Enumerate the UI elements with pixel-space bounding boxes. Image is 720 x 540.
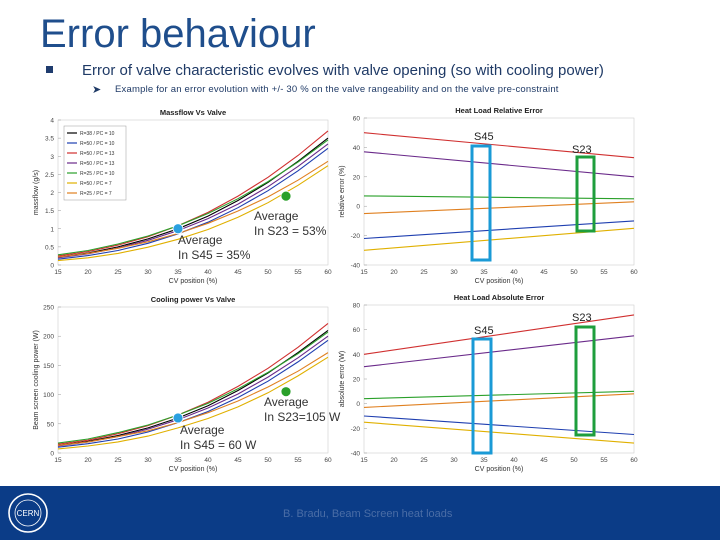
y-tick-label: 0 (50, 450, 54, 458)
x-tick-label: 35 (174, 457, 182, 464)
x-tick-label: 20 (390, 457, 398, 464)
x-tick-label: 55 (600, 457, 608, 464)
y-axis-label: massflow (g/s) (33, 169, 40, 216)
legend-entry: R=50 / PC = 13 (80, 151, 115, 157)
x-tick-label: 25 (114, 457, 122, 464)
legend-entry: R=25 / PC = 10 (80, 171, 115, 177)
x-tick-label: 40 (204, 457, 212, 464)
x-tick-label: 25 (114, 269, 122, 276)
y-tick-label: -20 (350, 233, 360, 241)
y-tick-label: 2 (50, 190, 54, 197)
y-tick-label: 1 (50, 226, 54, 234)
chart-title: Heat Load Absolute Error (453, 293, 545, 302)
y-tick-label: 0 (50, 262, 54, 270)
y-axis-label: absolute error (W) (339, 350, 346, 408)
y-tick-label: 40 (352, 351, 360, 359)
x-tick-label: 55 (600, 269, 608, 276)
y-tick-label: 60 (352, 115, 360, 123)
avg-s23-top-line2: In S23 = 53% (254, 224, 327, 238)
x-tick-label: 30 (144, 269, 152, 276)
x-tick-label: 60 (630, 269, 638, 276)
x-tick-label: 15 (54, 269, 62, 276)
x-tick-label: 15 (360, 269, 368, 276)
bullet-text-main: Error of valve characteristic evolves with valve opening (so with cooling power) (82, 62, 604, 79)
chart-title: Heat Load Relative Error (455, 106, 543, 115)
legend-entry: R=25 / PC = 7 (80, 191, 112, 197)
x-tick-label: 50 (264, 269, 272, 276)
avg-s23-bot-line1: Average (264, 395, 309, 409)
x-tick-label: 40 (204, 269, 212, 276)
y-axis-label: relative error (%) (339, 165, 346, 218)
y-tick-label: 100 (43, 392, 54, 400)
x-tick-label: 50 (264, 457, 272, 464)
s23-label-top: S23 (572, 144, 592, 156)
x-tick-label: 25 (420, 269, 428, 276)
y-tick-label: -20 (350, 425, 360, 433)
x-tick-label: 60 (324, 457, 332, 464)
x-tick-label: 50 (570, 269, 578, 276)
y-tick-label: 200 (43, 333, 54, 341)
s45-label-bottom: S45 (474, 325, 494, 337)
legend-entry: R=50 / PC = 7 (80, 181, 112, 187)
x-tick-label: 60 (630, 457, 638, 464)
y-tick-label: 3.5 (44, 135, 54, 143)
legend-entry: R=38 / PC = 10 (80, 131, 115, 137)
x-tick-label: 25 (420, 457, 428, 464)
y-tick-label: 150 (43, 362, 54, 370)
x-tick-label: 45 (234, 269, 242, 276)
y-tick-label: 80 (352, 302, 360, 310)
x-tick-label: 35 (174, 269, 182, 276)
avg-s23-bot-line2: In S23=105 W (264, 410, 341, 424)
logo-text: CERN (16, 509, 40, 518)
chart-title: Cooling power Vs Valve (150, 295, 236, 304)
x-axis-label: CV position (%) (168, 278, 218, 285)
y-tick-label: -40 (350, 262, 360, 270)
avg-s23-top-line1: Average (254, 209, 299, 223)
y-tick-label: 60 (352, 327, 360, 335)
x-axis-label: CV position (%) (168, 466, 218, 473)
x-tick-label: 55 (294, 269, 302, 276)
x-tick-label: 20 (390, 269, 398, 276)
chart-title: Massflow Vs Valve (159, 108, 227, 117)
x-tick-label: 40 (510, 269, 518, 276)
y-tick-label: 40 (352, 144, 360, 152)
y-tick-label: 3 (50, 153, 54, 161)
x-tick-label: 45 (540, 457, 548, 464)
x-tick-label: 30 (450, 457, 458, 464)
avg-s45-bot-line1: Average (180, 423, 225, 437)
avg-s45-top-line1: Average (178, 233, 223, 247)
y-tick-label: 250 (43, 304, 54, 312)
marker-s23 (281, 191, 291, 201)
arrow-bullet-icon: ➤ (92, 84, 102, 96)
y-axis-label: Beam screen cooling power (W) (33, 330, 40, 430)
s45-label-top: S45 (474, 131, 494, 143)
s23-label-bottom: S23 (572, 312, 592, 324)
y-tick-label: 4 (50, 117, 54, 125)
y-tick-label: 50 (46, 421, 54, 429)
y-tick-label: 0 (356, 203, 360, 211)
avg-s45-top-line2: In S45 = 35% (178, 248, 251, 262)
slide-title: Error behaviour (40, 12, 316, 56)
x-tick-label: 20 (84, 269, 92, 276)
x-axis-label: CV position (%) (474, 278, 524, 285)
cern-logo-icon (5, 490, 51, 536)
x-tick-label: 15 (360, 457, 368, 464)
x-tick-label: 45 (540, 269, 548, 276)
x-tick-label: 50 (570, 457, 578, 464)
y-tick-label: 0 (356, 401, 360, 409)
x-tick-label: 15 (54, 457, 62, 464)
marker-s45 (173, 413, 183, 423)
x-tick-label: 35 (480, 457, 488, 464)
x-axis-label: CV position (%) (474, 466, 524, 473)
y-tick-label: 20 (352, 376, 360, 384)
x-tick-label: 30 (144, 457, 152, 464)
avg-s45-bot-line2: In S45 = 60 W (180, 438, 257, 452)
x-tick-label: 20 (84, 457, 92, 464)
y-tick-label: 2.5 (44, 171, 54, 179)
x-tick-label: 55 (294, 457, 302, 464)
legend-entry: R=50 / PC = 10 (80, 141, 115, 147)
y-tick-label: 20 (352, 174, 360, 182)
x-tick-label: 60 (324, 269, 332, 276)
bullet-text-sub: Example for an error evolution with +/- 30 % on the valve rangeability and on the valve pre-constraint (115, 84, 559, 95)
y-tick-label: 1.5 (44, 208, 54, 216)
x-tick-label: 45 (234, 457, 242, 464)
x-tick-label: 40 (510, 457, 518, 464)
x-tick-label: 35 (480, 269, 488, 276)
y-tick-label: 0.5 (44, 244, 54, 252)
x-tick-label: 30 (450, 269, 458, 276)
legend-entry: R=50 / PC = 13 (80, 161, 115, 167)
footer-credit: B. Bradu, Beam Screen heat loads (283, 508, 453, 520)
y-tick-label: -40 (350, 450, 360, 458)
